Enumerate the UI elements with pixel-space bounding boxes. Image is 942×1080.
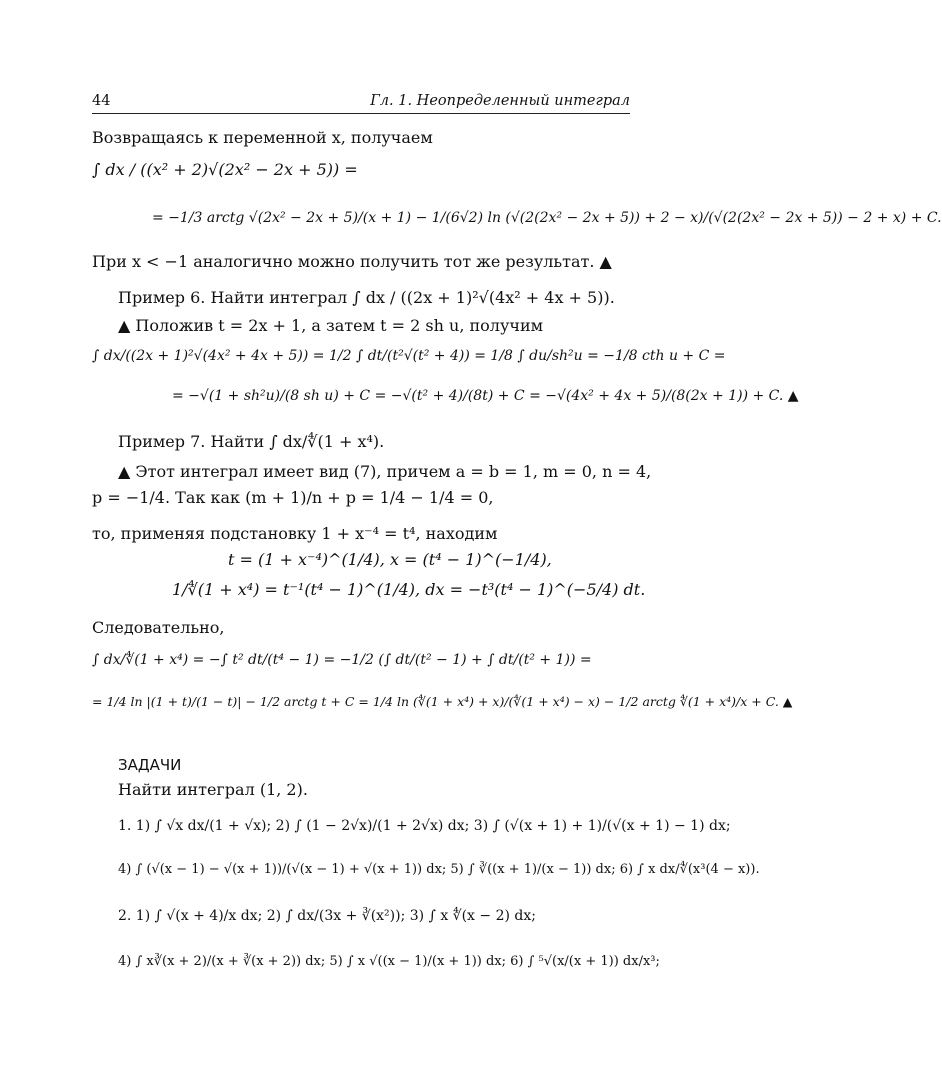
example-7-statement: Пример 7. Найти ∫ dx/∜(1 + x⁴). <box>118 432 385 451</box>
task-1-row-2: 4) ∫ (√(x − 1) − √(x + 1))/(√(x − 1) + √(x + 1)) dx; 5) ∫ ∛((x + 1)/(x − 1)) dx; 6) ∫ x dx/∜(x³(4 − x)). <box>118 862 760 877</box>
example-7-equation-f: ∫ dx/∜(1 + x⁴) = −∫ t² dt/(t⁴ − 1) = −1/2 (∫ dt/(t² − 1) + ∫ dt/(t² + 1)) = <box>92 652 592 668</box>
example-7-equation-d: t = (1 + x⁻⁴)^(1/4), x = (t⁴ − 1)^(−1/4), <box>228 550 552 569</box>
task-2-row-1: 2. 1) ∫ √(x + 4)/x dx; 2) ∫ dx/(3x + ∛(x²)); 3) ∫ x ∜(x − 2) dx; <box>118 908 536 924</box>
page-number: 44 <box>92 93 111 109</box>
tasks-intro: Найти интеграл (1, 2). <box>118 780 308 799</box>
case-negative-text: При x < −1 аналогично можно получить тот же результат. ▲ <box>92 252 612 271</box>
tasks-heading: ЗАДАЧИ <box>118 756 182 774</box>
example-6-substitution: ▲ Положив t = 2x + 1, а затем t = 2 sh u, получим <box>118 316 544 335</box>
equation-1-rhs: = −1/3 arctg √(2x² − 2x + 5)/(x + 1) − 1/(6√2) ln (√(2(2x² − 2x + 5)) + 2 − x)/(√(2(2x² − 2x + 5)) − 2 + x) + C. <box>152 210 942 226</box>
example-7-equation-g: = 1/4 ln |(1 + t)/(1 − t)| − 1/2 arctg t + C = 1/4 ln (∜(1 + x⁴) + x)/(∜(1 + x⁴) − x) − 1/2 arctg ∜(1 + x⁴)/x + C. ▲ <box>92 694 793 709</box>
example-7-text-b: p = −1/4. Так как (m + 1)/n + p = 1/4 − 1/4 = 0, <box>92 488 494 507</box>
example-6-equation-2: = −√(1 + sh²u)/(8 sh u) + C = −√(t² + 4)/(8t) + C = −√(4x² + 4x + 5)/(8(2x + 1)) + C. ▲ <box>172 388 799 404</box>
example-7-text-c: то, применяя подстановку 1 + x⁻⁴ = t⁴, находим <box>92 524 498 543</box>
therefore-text: Следовательно, <box>92 618 225 637</box>
example-6-statement: Пример 6. Найти интеграл ∫ dx / ((2x + 1)²√(4x² + 4x + 5)). <box>118 288 615 307</box>
chapter-title: Гл. 1. Неопределенный интеграл <box>370 93 630 109</box>
example-7-text-a: ▲ Этот интеграл имеет вид (7), причем a = b = 1, m = 0, n = 4, <box>118 462 652 481</box>
task-1-row-1: 1. 1) ∫ √x dx/(1 + √x); 2) ∫ (1 − 2√x)/(1 + 2√x) dx; 3) ∫ (√(x + 1) + 1)/(√(x + 1) − 1) dx; <box>118 818 731 834</box>
running-header <box>92 91 630 114</box>
intro-text: Возвращаясь к переменной x, получаем <box>92 128 433 147</box>
example-7-equation-e: 1/∜(1 + x⁴) = t⁻¹(t⁴ − 1)^(1/4), dx = −t³(t⁴ − 1)^(−5/4) dt. <box>172 580 646 599</box>
example-6-equation-1: ∫ dx/((2x + 1)²√(4x² + 4x + 5)) = 1/2 ∫ dt/(t²√(t² + 4)) = 1/8 ∫ du/sh²u = −1/8 cth u + C = <box>92 348 726 364</box>
task-2-row-2: 4) ∫ x∛(x + 2)/(x + ∛(x + 2)) dx; 5) ∫ x √((x − 1)/(x + 1)) dx; 6) ∫ ⁵√(x/(x + 1)) dx/x³; <box>118 954 660 969</box>
equation-1-lhs: ∫ dx / ((x² + 2)√(2x² − 2x + 5)) = <box>92 160 358 179</box>
